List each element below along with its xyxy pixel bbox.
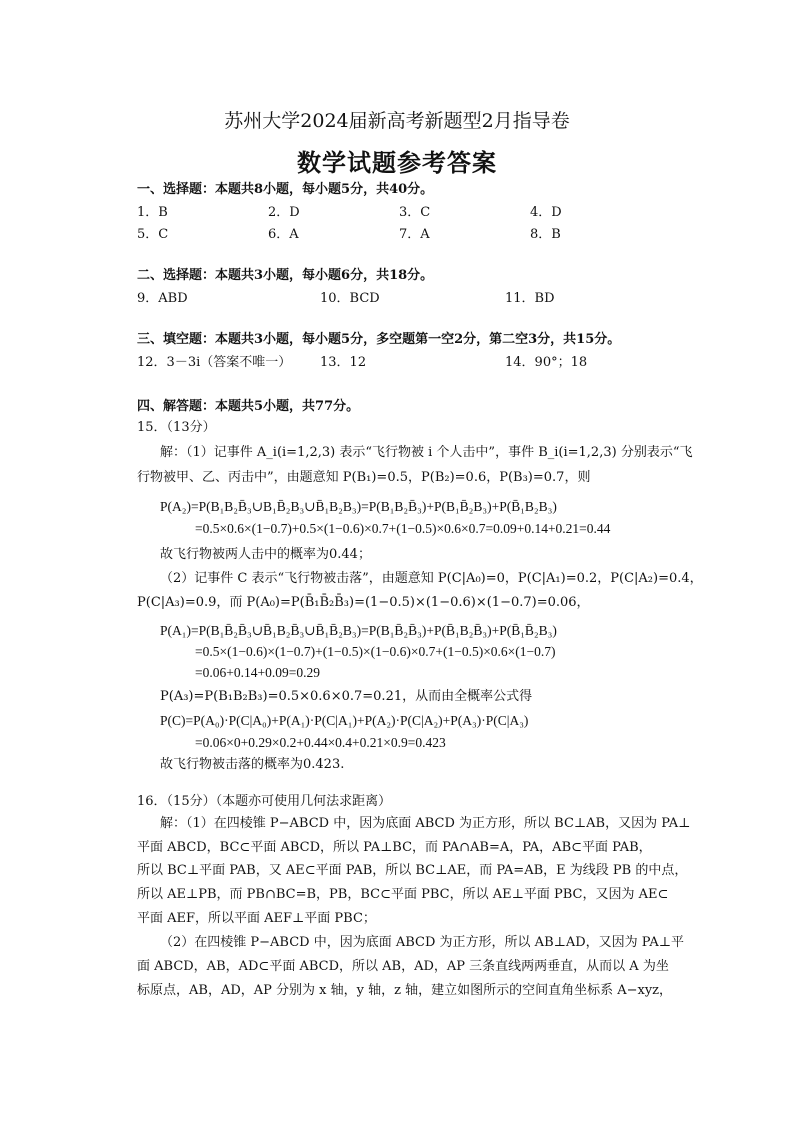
answer-item: 10．BCD	[320, 291, 380, 306]
solution-line: 平面 ABCD，BC⊂平面 ABCD，所以 PA⊥BC，而 PA∩AB=A，PA，AB⊂平面 PAB，	[137, 840, 652, 855]
answer-item: 13．12	[320, 355, 367, 370]
formula-line: =0.06×0+0.29×0.2+0.44×0.4+0.21×0.9=0.423	[195, 735, 446, 750]
formula-line: =0.5×0.6×(1−0.7)+0.5×(1−0.6)×0.7+(1−0.5)×0.6×0.7=0.09+0.14+0.21=0.44	[195, 521, 611, 536]
answer-item: 11．BD	[505, 291, 555, 306]
solution-line: 解：（1）在四棱锥 P−ABCD 中，因为底面 ABCD 为正方形，所以 BC⊥AB，又因为 PA⊥	[160, 816, 691, 831]
answer-item: 8．B	[530, 227, 561, 242]
formula-line: P(A₂)=P(B₁B₂B̄₃∪B₁B̄₂B₃∪B̄₁B₂B₃)=P(B₁B₂B̄₃)+P(B₁B̄₂B₃)+P(B̄₁B₂B₃)	[160, 499, 557, 514]
page-title: 苏州大学2024届新高考新题型2月指导卷	[224, 110, 570, 132]
solution-line: 解：（1）记事件 A_i(i=1,2,3) 表示“飞行物被 i 个人击中”，事件 B_i(i=1,2,3) 分别表示“飞	[160, 445, 693, 460]
question-header: 16．（15分）（本题亦可使用几何法求距离）	[137, 794, 392, 809]
solution-line: 所以 BC⊥平面 PAB，又 AE⊂平面 PAB，所以 BC⊥AE，而 PA=AB，E 为线段 PB 的中点，	[137, 863, 688, 878]
section1-heading: 一、选择题：本题共8小题，每小题5分，共40分。	[137, 182, 434, 197]
solution-line: 平面 AEF，所以平面 AEF⊥平面 PBC；	[137, 911, 376, 926]
answer-item: 5．C	[137, 227, 169, 242]
solution-line: P(C|A₃)=0.9，而 P(A₀)=P(B̄₁B̄₂B̄₃)=(1−0.5)×(1−0.6)×(1−0.7)=0.06，	[137, 595, 590, 610]
solution-line: 面 ABCD，AB，AD⊂平面 ABCD，所以 AB，AD，AP 三条直线两两垂直，从而以 A 为坐	[137, 959, 669, 974]
answer-item: 3．C	[399, 205, 431, 220]
section3-heading: 三、填空题：本题共3小题，每小题5分，多空题第一空2分，第二空3分，共15分。	[137, 332, 621, 347]
answer-item: 14．90°；18	[505, 355, 588, 370]
formula-line: P(C)=P(A₀)·P(C|A₀)+P(A₁)·P(C|A₁)+P(A₂)·P(C|A₂)+P(A₃)·P(C|A₃)	[160, 713, 529, 728]
page-subtitle: 数学试题参考答案	[297, 148, 497, 177]
answer-item: 2．D	[268, 205, 300, 220]
solution-line: 标原点，AB，AD，AP 分别为 x 轴，y 轴，z 轴，建立如图所示的空间直角坐标系 A−xyz，	[137, 983, 673, 998]
solution-line: P(A₃)=P(B₁B₂B₃)=0.5×0.6×0.7=0.21，从而由全概率公式得	[160, 689, 533, 704]
formula-line: P(A₁)=P(B₁B̄₂B̄₃∪B̄₁B₂B̄₃∪B̄₁B̄₂B₃)=P(B₁B̄₂B̄₃)+P(B̄₁B₂B̄₃)+P(B̄₁B̄₂B₃)	[160, 623, 557, 638]
answer-item: 4．D	[530, 205, 562, 220]
answer-item: 7．A	[399, 227, 430, 242]
question-header: 15．（13分）	[137, 420, 216, 435]
solution-line: （2）记事件 C 表示“飞行物被击落”，由题意知 P(C|A₀)=0，P(C|A₁)=0.2，P(C|A₂)=0.4，	[160, 571, 703, 586]
formula-line: =0.5×(1−0.6)×(1−0.7)+(1−0.5)×(1−0.6)×0.7+(1−0.5)×0.6×(1−0.7)	[195, 644, 556, 659]
solution-line: 行物被甲、乙、丙击中”，由题意知 P(B₁)=0.5，P(B₂)=0.6，P(B₃)=0.7，则	[137, 470, 591, 485]
solution-line: 故飞行物被两人击中的概率为0.44；	[160, 547, 371, 562]
answer-item: 9．ABD	[137, 291, 188, 306]
answer-item: 6．A	[268, 227, 299, 242]
formula-line: =0.06+0.14+0.09=0.29	[195, 665, 320, 680]
solution-line: （2）在四棱锥 P−ABCD 中，因为底面 ABCD 为正方形，所以 AB⊥AD，又因为 PA⊥平	[160, 935, 684, 950]
solution-line: 故飞行物被击落的概率为0.423.	[160, 757, 345, 772]
section2-heading: 二、选择题：本题共3小题，每小题6分，共18分。	[137, 268, 434, 283]
section4-heading: 四、解答题：本题共5小题，共77分。	[137, 399, 360, 414]
solution-line: 所以 AE⊥PB，而 PB∩BC=B，PB，BC⊂平面 PBC，所以 AE⊥平面 PBC，又因为 AE⊂	[137, 887, 669, 902]
answer-item: 1．B	[137, 205, 168, 220]
answer-item: 12．3－3i（答案不唯一）	[137, 355, 292, 370]
